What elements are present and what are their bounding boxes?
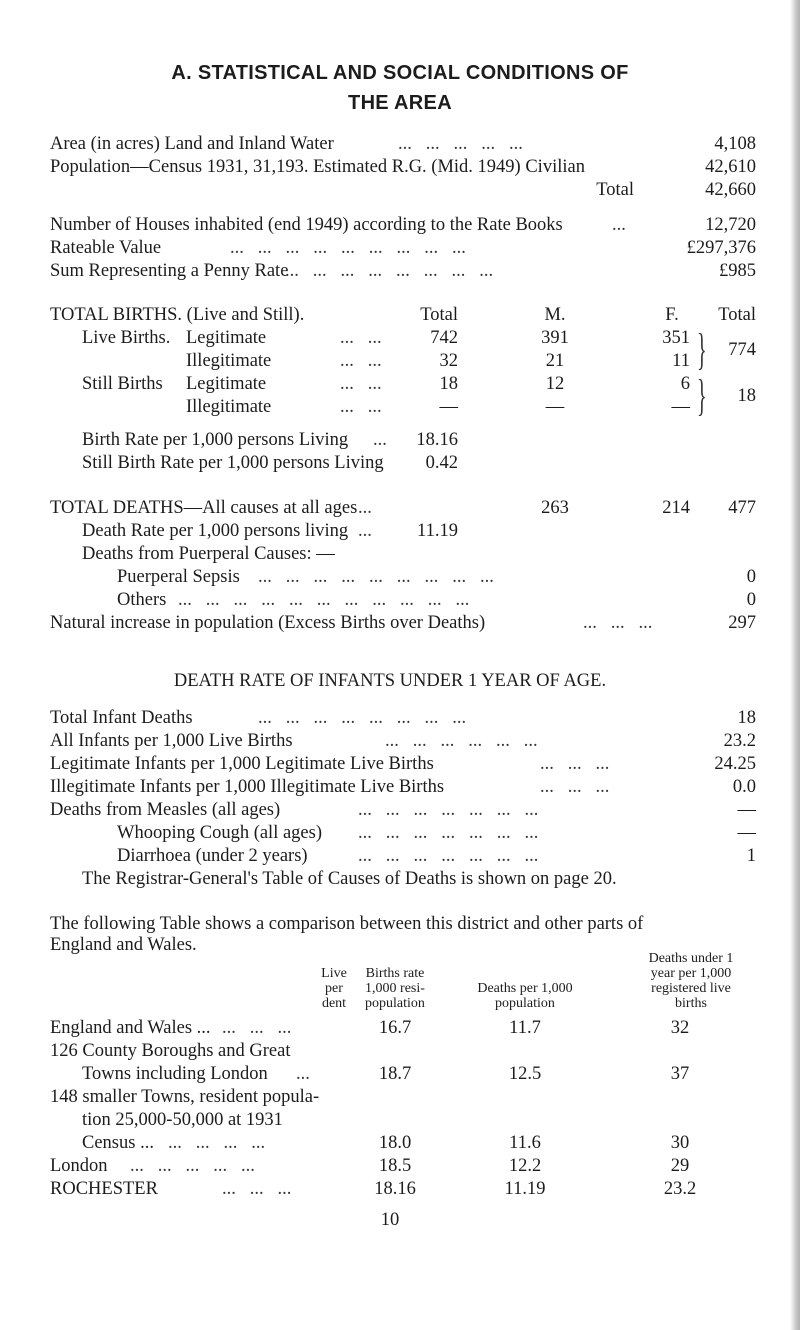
row-f: — xyxy=(671,397,690,417)
infant-row-label: Whooping Cough (all ages) xyxy=(117,823,322,843)
col-header-live: dent xyxy=(321,996,347,1011)
leader-dots: ... ... ... xyxy=(540,754,610,774)
still-births-total: 18 xyxy=(737,386,756,406)
col-header-births: population xyxy=(365,996,425,1011)
others-label: Others xyxy=(117,590,167,610)
comparison-births: 18.5 xyxy=(378,1156,412,1176)
leader-dots: ... ... ... ... ... ... xyxy=(385,731,538,751)
live-births-label: Live Births. xyxy=(82,328,171,348)
infant-row-label: All Infants per 1,000 Live Births xyxy=(50,731,293,751)
registrar-note: The Registrar-General's Table of Causes of Deaths is shown on page 20. xyxy=(82,869,617,889)
comparison-infant: 30 xyxy=(670,1133,690,1153)
row-f: 11 xyxy=(672,351,690,371)
infant-heading: DEATH RATE OF INFANTS UNDER 1 YEAR OF AGE. xyxy=(173,671,607,691)
area-value: 4,108 xyxy=(714,134,756,154)
population-civilian: 42,610 xyxy=(705,157,756,177)
houses-label: Number of Houses inhabited (end 1949) according to the Rate Books xyxy=(50,215,563,235)
leader-dots: ... ... ... xyxy=(583,613,653,633)
row-label: Legitimate xyxy=(186,328,267,348)
deaths-m: 263 xyxy=(541,498,569,518)
comparison-intro: The following Table shows a comparison between this district and other parts of xyxy=(50,914,644,934)
population-total-label: Total xyxy=(596,180,634,200)
leader-dots: ... ... xyxy=(340,374,382,394)
deaths-f: 214 xyxy=(662,498,690,518)
still-rate: 0.42 xyxy=(425,453,458,473)
infant-row-label: Deaths from Measles (all ages) xyxy=(50,800,281,820)
comparison-row-label: London xyxy=(50,1156,108,1176)
infant-row-label: Diarrhoea (under 2 years) xyxy=(117,846,308,866)
comparison-deaths: 12.5 xyxy=(508,1064,542,1084)
sepsis-value: 0 xyxy=(746,567,756,587)
infant-row-value: 1 xyxy=(746,846,756,866)
population-label: Population—Census 1931, 31,193. Estimated R.G. (Mid. 1949) Civilian xyxy=(50,157,585,177)
comparison-deaths: 11.6 xyxy=(509,1133,541,1153)
comparison-deaths: 12.2 xyxy=(508,1156,542,1176)
infant-row-value: — xyxy=(737,823,756,843)
births-col-total: Total xyxy=(420,305,458,325)
comparison-infant: 23.2 xyxy=(663,1179,697,1199)
row-total: — xyxy=(439,397,458,417)
page-title: A. STATISTICAL AND SOCIAL CONDITIONS OF xyxy=(171,62,629,84)
area-label: Area (in acres) Land and Inland Water xyxy=(50,134,334,154)
col-header-live: per xyxy=(325,981,343,996)
page-number: 10 xyxy=(380,1210,400,1230)
leader-dots: ... ... ... ... xyxy=(168,1133,266,1153)
comparison-infant: 32 xyxy=(670,1018,690,1038)
page-edge-shadow xyxy=(790,0,800,1330)
comparison-births: 16.7 xyxy=(378,1018,412,1038)
comparison-births: 18.16 xyxy=(374,1179,416,1199)
births-col-m: M. xyxy=(544,305,566,325)
birth-rate: 18.16 xyxy=(416,430,458,450)
leader-dots: ... ... ... ... ... ... ... ... ... ... ... xyxy=(178,590,470,610)
comparison-infant: 29 xyxy=(670,1156,690,1176)
leader-dots: ... ... ... ... ... ... ... xyxy=(358,800,539,820)
leader-dots: ... ... ... ... ... xyxy=(398,134,523,154)
col-header-infant: registered live xyxy=(651,981,731,996)
col-header-infant: year per 1,000 xyxy=(650,966,732,981)
infant-row-value: 18 xyxy=(737,708,756,728)
leader-dots: ... ... ... ... ... ... ... xyxy=(358,846,539,866)
houses-value: 12,720 xyxy=(705,215,756,235)
comparison-row-label: England and Wales ... xyxy=(50,1018,211,1038)
row-m: 12 xyxy=(545,374,565,394)
deaths-total-label: TOTAL DEATHS—All causes at all ages xyxy=(50,498,358,518)
page-title-line2: THE AREA xyxy=(348,92,452,114)
leader-dots: ... xyxy=(358,521,372,541)
row-label: Legitimate xyxy=(186,374,267,394)
row-label: Illegitimate xyxy=(186,351,272,371)
deaths-total: 477 xyxy=(728,498,756,518)
col-header-births: Births rate xyxy=(365,966,425,981)
col-header-live: Live xyxy=(321,966,347,981)
row-m: 391 xyxy=(541,328,569,348)
sepsis-label: Puerperal Sepsis xyxy=(117,567,240,587)
leader-dots: ... ... xyxy=(340,351,382,371)
leader-dots: ... ... ... ... ... ... ... ... ... xyxy=(258,567,494,587)
leader-dots: ... ... ... xyxy=(540,777,610,797)
leader-dots: ... ... xyxy=(340,397,382,417)
leader-dots: ... xyxy=(296,1064,310,1084)
infant-row-value: 23.2 xyxy=(723,731,756,751)
infant-row-value: 24.25 xyxy=(714,754,756,774)
leader-dots: ... ... ... ... ... ... ... ... ... xyxy=(230,238,466,258)
births-col-f: F. xyxy=(665,305,679,325)
row-total: 18 xyxy=(439,374,458,394)
comparison-row-label-line2: tion 25,000-50,000 at 1931 xyxy=(82,1110,283,1130)
infant-row-label: Legitimate Infants per 1,000 Legitimate Live Births xyxy=(50,754,434,774)
col-header-births: 1,000 resi- xyxy=(365,981,425,996)
comparison-infant: 37 xyxy=(670,1064,690,1084)
others-value: 0 xyxy=(746,590,756,610)
infant-row-label: Illegitimate Infants per 1,000 Illegitimate Live Births xyxy=(50,777,445,797)
comparison-row-label-line2: Towns including London xyxy=(82,1064,268,1084)
live-births-total: 774 xyxy=(728,340,756,360)
comparison-row-label: ROCHESTER xyxy=(50,1179,158,1199)
natural-increase-label: Natural increase in population (Excess Births over Deaths) xyxy=(50,613,486,633)
row-f: 351 xyxy=(662,328,690,348)
infant-row-value: — xyxy=(737,800,756,820)
comparison-row-label: 126 County Boroughs and Great xyxy=(50,1041,291,1061)
comparison-births: 18.7 xyxy=(378,1064,412,1084)
comparison-row-label-line3: Census ... xyxy=(82,1133,154,1153)
leader-dots: ... ... xyxy=(340,328,382,348)
leader-dots: ... ... ... ... ... ... ... ... xyxy=(258,708,467,728)
col-header-infant: Deaths under 1 xyxy=(648,951,734,966)
death-rate: 11.19 xyxy=(417,521,458,541)
leader-dots: ... xyxy=(373,430,387,450)
comparison-intro-line2: England and Wales. xyxy=(50,935,197,955)
leader-dots: ... ... ... xyxy=(222,1179,292,1199)
births-col-total2: Total xyxy=(718,305,756,325)
brace-icon: } xyxy=(697,326,707,376)
leader-dots: ... ... ... xyxy=(222,1018,292,1038)
leader-dots: ... ... ... ... ... ... ... ... xyxy=(285,261,494,281)
infant-row-label: Total Infant Deaths xyxy=(50,708,193,728)
rateable-label: Rateable Value xyxy=(50,238,162,258)
comparison-births: 18.0 xyxy=(378,1133,412,1153)
comparison-deaths: 11.7 xyxy=(509,1018,541,1038)
row-label: Illegitimate xyxy=(186,397,272,417)
leader-dots: ... ... ... ... ... ... ... xyxy=(358,823,539,843)
row-m: — xyxy=(545,397,565,417)
rateable-value: £297,376 xyxy=(686,238,756,258)
infant-row-value: 0.0 xyxy=(732,777,756,797)
row-total: 742 xyxy=(430,328,458,348)
leader-dots: ... xyxy=(358,498,372,518)
comparison-row-label: 148 smaller Towns, resident popula- xyxy=(50,1087,320,1107)
population-total: 42,660 xyxy=(705,180,756,200)
still-rate-label: Still Birth Rate per 1,000 persons Living xyxy=(82,453,384,473)
row-total: 32 xyxy=(439,351,458,371)
death-rate-label: Death Rate per 1,000 persons living xyxy=(82,521,349,541)
penny-value: £985 xyxy=(719,261,756,281)
puerperal-label: Deaths from Puerperal Causes: — xyxy=(82,544,335,564)
comparison-deaths: 11.19 xyxy=(504,1179,546,1199)
row-m: 21 xyxy=(545,351,565,371)
penny-label: Sum Representing a Penny Rate xyxy=(50,261,289,281)
births-heading: TOTAL BIRTHS. (Live and Still). xyxy=(50,305,305,325)
birth-rate-label: Birth Rate per 1,000 persons Living xyxy=(82,430,349,450)
col-header-deaths: population xyxy=(495,996,555,1011)
leader-dots: ... xyxy=(612,215,626,235)
col-header-deaths: Deaths per 1,000 xyxy=(477,981,573,996)
natural-increase-value: 297 xyxy=(728,613,756,633)
leader-dots: ... ... ... ... ... xyxy=(130,1156,255,1176)
still-births-label: Still Births xyxy=(82,374,163,394)
row-f: 6 xyxy=(680,374,690,394)
col-header-infant: births xyxy=(675,996,707,1011)
brace-icon: } xyxy=(697,372,707,422)
